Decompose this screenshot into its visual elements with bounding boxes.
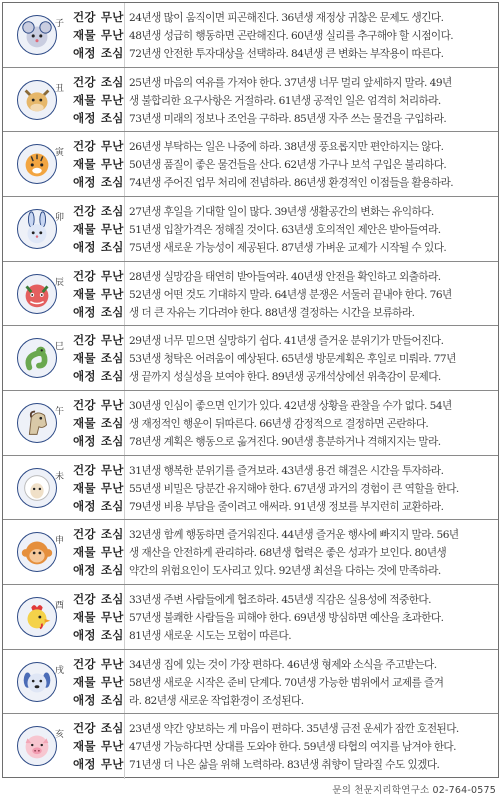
fortune-summary: [61, 132, 124, 196]
fortune-category: 건강: [73, 721, 96, 736]
horoscope-line: 28년생 실망감을 태연히 받아들여라. 40년생 안전을 확인하고 외출하라.: [129, 270, 441, 283]
zodiac-row: [3, 391, 498, 456]
fortune-category: 건강: [73, 656, 96, 671]
horoscope-text: [124, 326, 498, 390]
horoscope-line: 81년생 새로운 시도는 모험이 따른다.: [129, 629, 292, 642]
zodiac-hanja: 酉: [55, 600, 65, 611]
horoscope-line: 75년생 새로운 가능성이 제공된다. 87년생 가벼운 교제가 시작될 수 있다.: [129, 241, 447, 254]
fortune-status: 무난: [100, 268, 124, 283]
fortune-status: 조심: [100, 563, 124, 578]
fortune-status: 조심: [100, 351, 124, 366]
fortune-line: [73, 173, 124, 191]
fortune-line: [73, 479, 124, 497]
fortune-category: 건강: [73, 203, 96, 218]
fortune-line: [73, 109, 124, 127]
monkey-icon: [17, 532, 57, 572]
fortune-line: [73, 367, 124, 385]
zodiac-row: [3, 456, 498, 521]
fortune-status: 조심: [100, 74, 124, 89]
horoscope-line: 55년생 비밀은 당분간 유지해야 한다. 67년생 과거의 경험이 큰 역할을 한다.: [129, 482, 459, 495]
horoscope-line: 32년생 함께 행동하면 즐거워진다. 44년생 즐거운 행사에 빠지지 말라. 56년: [129, 529, 459, 542]
horoscope-line: 79년생 비용 부담을 줄이려고 애써라. 91년생 정보를 부지런히 교환하라.: [129, 500, 444, 513]
fortune-line: [73, 137, 124, 155]
zodiac-hanja: 申: [55, 536, 65, 547]
horoscope-line: 생 끝까지 성실성을 보여야 한다. 89년생 공개석상에선 위축감이 문제다.: [129, 371, 441, 384]
fortune-line: [73, 719, 124, 737]
horoscope-table: [2, 2, 499, 778]
horoscope-line: 29년생 너무 믿으면 실망하기 쉽다. 41년생 즐거운 분위기가 만들어진다.: [129, 335, 444, 348]
fortune-status: 무난: [100, 674, 124, 689]
fortune-line: [73, 8, 124, 26]
rabbit-icon: [17, 209, 57, 249]
fortune-line: [73, 155, 124, 173]
fortune-status: 무난: [100, 10, 124, 24]
fortune-status: 무난: [100, 609, 124, 624]
fortune-category: 재물: [73, 480, 96, 495]
zodiac-row: [3, 262, 498, 327]
horoscope-text: [124, 650, 498, 714]
zodiac-hanja: 辰: [55, 277, 65, 288]
fortune-category: 애정: [73, 433, 96, 448]
fortune-category: 재물: [73, 609, 96, 624]
fortune-category: 애정: [73, 369, 96, 384]
fortune-line: [73, 543, 124, 561]
fortune-line: [73, 202, 124, 220]
zodiac-row: [3, 197, 498, 262]
fortune-line: [73, 26, 124, 44]
fortune-line: [73, 303, 124, 321]
fortune-summary: [61, 520, 124, 584]
zodiac-cell: [3, 585, 65, 649]
pig-icon: [17, 726, 57, 766]
horoscope-line: 53년생 청탁은 어려움이 예상된다. 65년생 방문계획은 후일로 미뤄라. 77년: [129, 353, 456, 366]
zodiac-row: [3, 68, 498, 133]
horoscope-line: 30년생 인심이 좋으면 인기가 있다. 42년생 상황을 관찰을 수가 없다. 54년: [129, 399, 452, 412]
zodiac-hanja: 卯: [55, 212, 65, 223]
rat-icon: [17, 15, 57, 55]
fortune-line: [73, 44, 124, 62]
fortune-status: 조심: [100, 46, 124, 60]
horoscope-line: 26년생 부탁하는 일은 나중에 하라. 38년생 풍요롭지만 편안하지는 않다.: [129, 141, 444, 154]
horoscope-line: 34년생 집에 있는 것이 가장 편하다. 46년생 형제와 소식을 주고받는다.: [129, 658, 437, 671]
horoscope-line: 78년생 계획은 행동으로 옮겨진다. 90년생 흥분하거나 격해지지는 말라.: [129, 435, 441, 448]
fortune-line: [73, 331, 124, 349]
fortune-line: [73, 73, 124, 91]
fortune-summary: [61, 714, 124, 779]
zodiac-hanja: 亥: [55, 730, 65, 741]
fortune-status: 조심: [100, 498, 124, 513]
zodiac-cell: [3, 714, 65, 779]
fortune-status: 무난: [100, 545, 124, 560]
fortune-summary: [61, 585, 124, 649]
fortune-line: [73, 737, 124, 755]
fortune-category: 애정: [73, 692, 96, 707]
fortune-line: [73, 461, 124, 479]
fortune-line: [73, 238, 124, 256]
fortune-category: 재물: [73, 351, 96, 366]
zodiac-hanja: 寅: [55, 148, 65, 159]
contact-footer: 문의 천문지리학연구소 02-764-0575: [332, 785, 496, 796]
fortune-category: 재물: [73, 28, 96, 42]
sheep-icon: [17, 468, 57, 508]
zodiac-hanja: 子: [55, 19, 65, 29]
fortune-status: 무난: [100, 462, 124, 477]
fortune-category: 건강: [73, 74, 96, 89]
horoscope-text: [124, 585, 498, 649]
fortune-category: 건강: [73, 333, 96, 348]
fortune-line: [73, 91, 124, 109]
fortune-status: 무난: [100, 739, 124, 754]
fortune-category: 재물: [73, 674, 96, 689]
fortune-line: [73, 608, 124, 626]
fortune-line: [73, 497, 124, 515]
fortune-summary: [61, 68, 124, 132]
fortune-status: 조심: [100, 175, 124, 190]
fortune-line: [73, 755, 124, 773]
fortune-status: 무난: [100, 139, 124, 154]
zodiac-hanja: 戌: [55, 665, 65, 676]
fortune-category: 건강: [73, 527, 96, 542]
fortune-category: 건강: [73, 10, 96, 24]
horoscope-line: 24년생 많이 움직이면 피곤해진다. 36년생 재정상 귀찮은 문제도 생긴다.: [129, 12, 444, 24]
zodiac-hanja: 巳: [55, 342, 65, 353]
zodiac-hanja: 丑: [55, 83, 65, 94]
fortune-category: 건강: [73, 139, 96, 154]
horoscope-line: 약간의 위험요인이 도사리고 있다. 92년생 최선을 다하는 것에 만족하라.: [129, 565, 441, 578]
fortune-category: 애정: [73, 239, 96, 254]
horoscope-line: 71년생 더 나은 삶을 위해 노력하라. 83년생 취향이 달라질 수도 있겠다.: [129, 759, 440, 772]
fortune-line: [73, 561, 124, 579]
zodiac-row: [3, 714, 498, 779]
horoscope-text: [124, 68, 498, 132]
fortune-category: 애정: [73, 627, 96, 642]
horoscope-line: 생 더 큰 자유는 기다려야 한다. 88년생 결정하는 시간을 보류하라.: [129, 306, 415, 319]
fortune-category: 건강: [73, 397, 96, 412]
fortune-status: 조심: [100, 527, 124, 542]
fortune-category: 애정: [73, 175, 96, 190]
fortune-line: [73, 349, 124, 367]
fortune-status: 무난: [100, 757, 124, 772]
fortune-status: 무난: [100, 397, 124, 412]
fortune-status: 무난: [100, 480, 124, 495]
horoscope-line: 51년생 입찰가격은 정해질 것이다. 63년생 호의적인 제안은 받아들여라.: [129, 223, 441, 236]
zodiac-cell: [3, 3, 65, 67]
fortune-status: 무난: [100, 28, 124, 42]
ox-icon: [17, 80, 57, 120]
fortune-status: 조심: [100, 721, 124, 736]
fortune-status: 무난: [100, 333, 124, 348]
fortune-summary: [61, 3, 124, 67]
fortune-status: 무난: [100, 221, 124, 236]
fortune-category: 재물: [73, 415, 96, 430]
fortune-category: 애정: [73, 304, 96, 319]
fortune-status: 조심: [100, 110, 124, 125]
fortune-line: [73, 414, 124, 432]
horoscope-line: 생 불합리한 요구사항은 거절하라. 61년생 공적인 일은 엄격히 처리하라.: [129, 94, 441, 107]
horoscope-line: 생 재산을 안전하게 관리하라. 68년생 협력은 좋은 성과가 보인다. 80년생: [129, 547, 447, 560]
fortune-status: 조심: [100, 627, 124, 642]
fortune-line: [73, 432, 124, 450]
horoscope-line: 33년생 주변 사람들에게 협조하라. 45년생 직감은 실용성에 적중한다.: [129, 593, 431, 606]
fortune-category: 재물: [73, 739, 96, 754]
zodiac-row: [3, 650, 498, 715]
fortune-status: 조심: [100, 433, 124, 448]
fortune-category: 애정: [73, 46, 96, 60]
fortune-line: [73, 626, 124, 644]
fortune-line: [73, 285, 124, 303]
horoscope-line: 72년생 안전한 투자대상을 선택하라. 84년생 큰 변화는 부작용이 따른다.: [129, 48, 444, 60]
zodiac-row: [3, 326, 498, 391]
fortune-line: [73, 267, 124, 285]
horoscope-text: [124, 714, 498, 779]
horoscope-line: 27년생 후일을 기대할 일이 많다. 39년생 생활공간의 변화는 유익하다.: [129, 205, 434, 218]
zodiac-cell: [3, 326, 65, 390]
horoscope-line: 라. 82년생 새로운 작업환경이 조성된다.: [129, 694, 304, 707]
fortune-status: 무난: [100, 286, 124, 301]
fortune-summary: [61, 650, 124, 714]
fortune-line: [73, 590, 124, 608]
fortune-line: [73, 691, 124, 709]
horoscope-line: 74년생 주어진 업무 처리에 전념하라. 86년생 환경적인 이점들을 활용하라.: [129, 177, 454, 190]
horoscope-line: 31년생 행복한 분위기를 즐겨보라. 43년생 용건 해결은 시간을 투자하라.: [129, 464, 444, 477]
horoscope-text: [124, 3, 498, 67]
zodiac-cell: [3, 391, 65, 455]
fortune-line: [73, 396, 124, 414]
fortune-category: 건강: [73, 591, 96, 606]
zodiac-row: [3, 3, 498, 68]
dog-icon: [17, 662, 57, 702]
horoscope-line: 25년생 마음의 여유를 가져야 한다. 37년생 너무 멀리 앞세하지 말라. 49년: [129, 76, 452, 89]
fortune-line: [73, 673, 124, 691]
horse-icon: [17, 403, 57, 443]
horoscope-line: 58년생 새로운 시작은 준비 단계다. 70년생 가능한 범위에서 교제를 즐겨: [129, 676, 444, 689]
fortune-status: 조심: [100, 203, 124, 218]
horoscope-line: 생 재정적인 행운이 뒤따른다. 66년생 감정적으로 결정하면 곤란하다.: [129, 417, 429, 430]
horoscope-line: 48년생 성급히 행동하면 곤란해진다. 60년생 실리를 추구해야 할 시점이다.: [129, 30, 454, 42]
fortune-status: 무난: [100, 656, 124, 671]
zodiac-cell: [3, 650, 65, 714]
tiger-icon: [17, 144, 57, 184]
dragon-icon: [17, 274, 57, 314]
fortune-line: [73, 525, 124, 543]
horoscope-text: [124, 132, 498, 196]
horoscope-text: [124, 520, 498, 584]
fortune-category: 애정: [73, 110, 96, 125]
fortune-status: 조심: [100, 692, 124, 707]
horoscope-line: 47년생 가능하다면 상대를 도와야 한다. 59년생 타협의 여지를 남겨야 한다.: [129, 741, 456, 754]
zodiac-cell: [3, 456, 65, 520]
fortune-category: 재물: [73, 286, 96, 301]
fortune-category: 애정: [73, 563, 96, 578]
fortune-line: [73, 220, 124, 238]
horoscope-line: 73년생 미래의 정보나 조언을 구하라. 85년생 자주 쓰는 물건을 구입하라.: [129, 112, 447, 125]
snake-icon: [17, 338, 57, 378]
zodiac-row: [3, 585, 498, 650]
fortune-status: 조심: [100, 591, 124, 606]
zodiac-hanja: 未: [55, 471, 65, 482]
fortune-status: 조심: [100, 239, 124, 254]
fortune-status: 무난: [100, 157, 124, 172]
zodiac-cell: [3, 68, 65, 132]
zodiac-hanja: 午: [55, 406, 65, 417]
horoscope-line: 57년생 불쾌한 사람들을 피해야 한다. 69년생 방심하면 예산을 초과한다.: [129, 611, 444, 624]
zodiac-row: [3, 520, 498, 585]
horoscope-line: 23년생 약간 양보하는 게 마음이 편하다. 35년생 금전 운세가 잠깐 호전된다.: [129, 723, 459, 736]
fortune-summary: [61, 326, 124, 390]
fortune-category: 재물: [73, 92, 96, 107]
fortune-status: 조심: [100, 415, 124, 430]
horoscope-line: 50년생 품질이 좋은 물건들을 산다. 62년생 가구나 보석 구입은 불리하다.: [129, 159, 447, 172]
fortune-category: 애정: [73, 498, 96, 513]
fortune-status: 무난: [100, 92, 124, 107]
zodiac-cell: [3, 197, 65, 261]
fortune-category: 건강: [73, 268, 96, 283]
fortune-summary: [61, 391, 124, 455]
fortune-line: [73, 655, 124, 673]
fortune-status: 조심: [100, 304, 124, 319]
fortune-category: 재물: [73, 221, 96, 236]
zodiac-cell: [3, 262, 65, 326]
horoscope-text: [124, 262, 498, 326]
fortune-category: 건강: [73, 462, 96, 477]
rooster-icon: [17, 597, 57, 637]
fortune-category: 재물: [73, 157, 96, 172]
horoscope-text: [124, 456, 498, 520]
fortune-status: 조심: [100, 369, 124, 384]
zodiac-row: [3, 132, 498, 197]
zodiac-cell: [3, 520, 65, 584]
horoscope-text: [124, 197, 498, 261]
fortune-category: 애정: [73, 757, 96, 772]
zodiac-cell: [3, 132, 65, 196]
horoscope-line: 52년생 어떤 것도 기대하지 말라. 64년생 분쟁은 서둘러 끝내야 한다. 76년: [129, 288, 452, 301]
fortune-category: 재물: [73, 545, 96, 560]
horoscope-text: [124, 391, 498, 455]
fortune-summary: [61, 262, 124, 326]
fortune-summary: [61, 456, 124, 520]
fortune-summary: [61, 197, 124, 261]
